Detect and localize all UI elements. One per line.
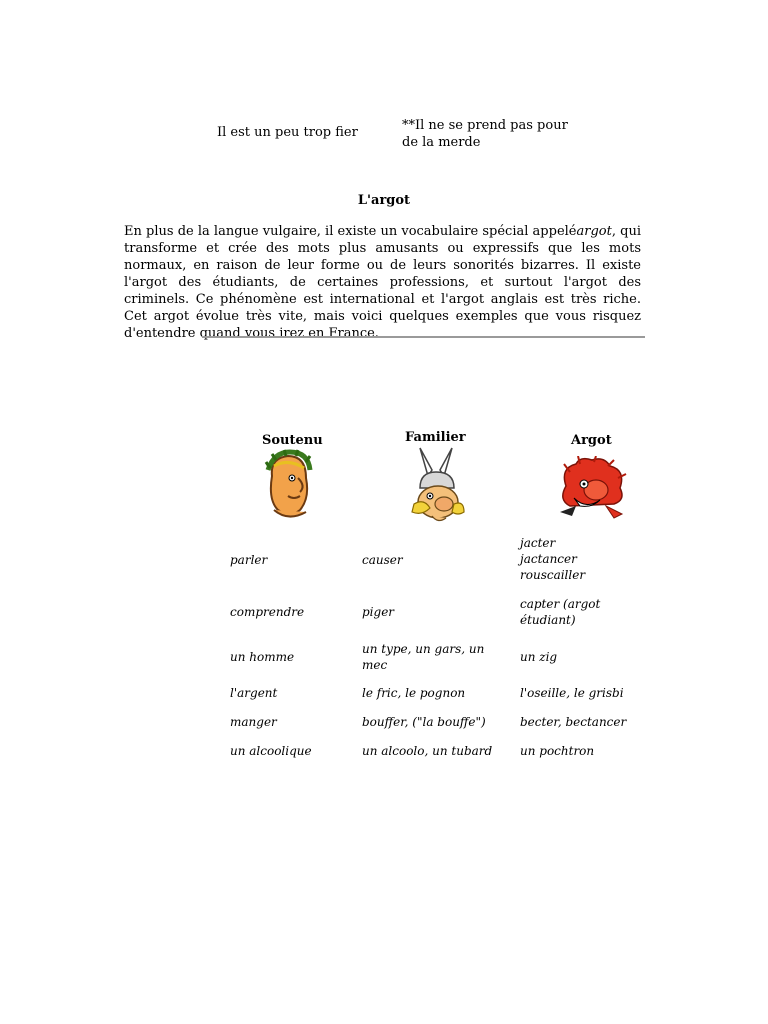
caesar-portrait-icon	[260, 448, 316, 522]
cell-argot-row1-line3: rouscailler	[520, 568, 586, 582]
top-phrase-standard: Il est un peu trop fier	[217, 125, 358, 140]
header-argot: Argot	[571, 433, 612, 448]
cell-argot-row1-line2: jactancer	[520, 552, 577, 566]
cell-argot-row3: un zig	[520, 650, 558, 664]
cell-argot-row5: becter, bectancer	[520, 715, 627, 729]
intro-text-part2: , qui transforme et crée des mots plus amusants ou expressifs que les mots normaux, en raison de leur forme ou de leurs sonorités bizarres. Il existe l'argot des étudiants, de certaines professions, et surtout l'argot des criminels. Ce phénomène est international et l'argot anglais est très riche. Cet argot évolue très vite, mais voici quelques exemples que vous risquez d'entendre quand vous irez en France.	[124, 224, 641, 341]
cell-familier-row6: un alcoolo, un tubard	[362, 744, 493, 758]
top-phrase-vulgar-line2: de la merde	[402, 135, 481, 150]
header-familier: Familier	[405, 430, 466, 445]
cell-argot-row2-line2: étudiant)	[520, 613, 576, 627]
cell-soutenu-row5: manger	[230, 715, 277, 729]
cell-argot-row2-line1: capter (argot	[520, 597, 601, 611]
cell-argot-row2	[520, 596, 600, 628]
asterix-portrait-icon	[408, 446, 466, 528]
cell-soutenu-row1: parler	[230, 553, 268, 567]
cell-argot-row6: un pochtron	[520, 744, 595, 758]
cell-soutenu-row2: comprendre	[230, 605, 305, 619]
cell-familier-row3-line1: un type, un gars, un	[362, 642, 485, 656]
section-title: L'argot	[357, 193, 411, 208]
cell-soutenu-row4: l'argent	[230, 686, 278, 700]
header-soutenu: Soutenu	[262, 433, 323, 448]
cell-familier-row3	[362, 641, 484, 673]
top-phrase-vulgar	[402, 117, 577, 151]
cell-familier-row1: causer	[362, 553, 403, 567]
horizontal-divider	[202, 336, 645, 338]
cell-soutenu-row3: un homme	[230, 650, 295, 664]
cell-argot-row4: l'oseille, le grisbi	[520, 686, 624, 700]
cell-familier-row5: bouffer, ("la bouffe")	[362, 715, 486, 729]
cell-argot-row1-line1: jacter	[520, 536, 556, 550]
red-haired-character-icon	[556, 456, 628, 522]
cell-familier-row4: le fric, le pognon	[362, 686, 466, 700]
cell-argot-row1	[520, 535, 585, 583]
top-phrase-vulgar-line1: **Il ne se prend pas pour	[402, 118, 568, 133]
cell-familier-row2: piger	[362, 605, 395, 619]
intro-text-part1: En plus de la langue vulgaire, il existe un vocabulaire spécial appelé	[124, 224, 577, 239]
cell-familier-row3-line2: mec	[362, 658, 388, 672]
intro-text-emphasis: argot	[576, 224, 612, 239]
intro-paragraph	[124, 223, 641, 342]
cell-soutenu-row6: un alcoolique	[230, 744, 312, 758]
